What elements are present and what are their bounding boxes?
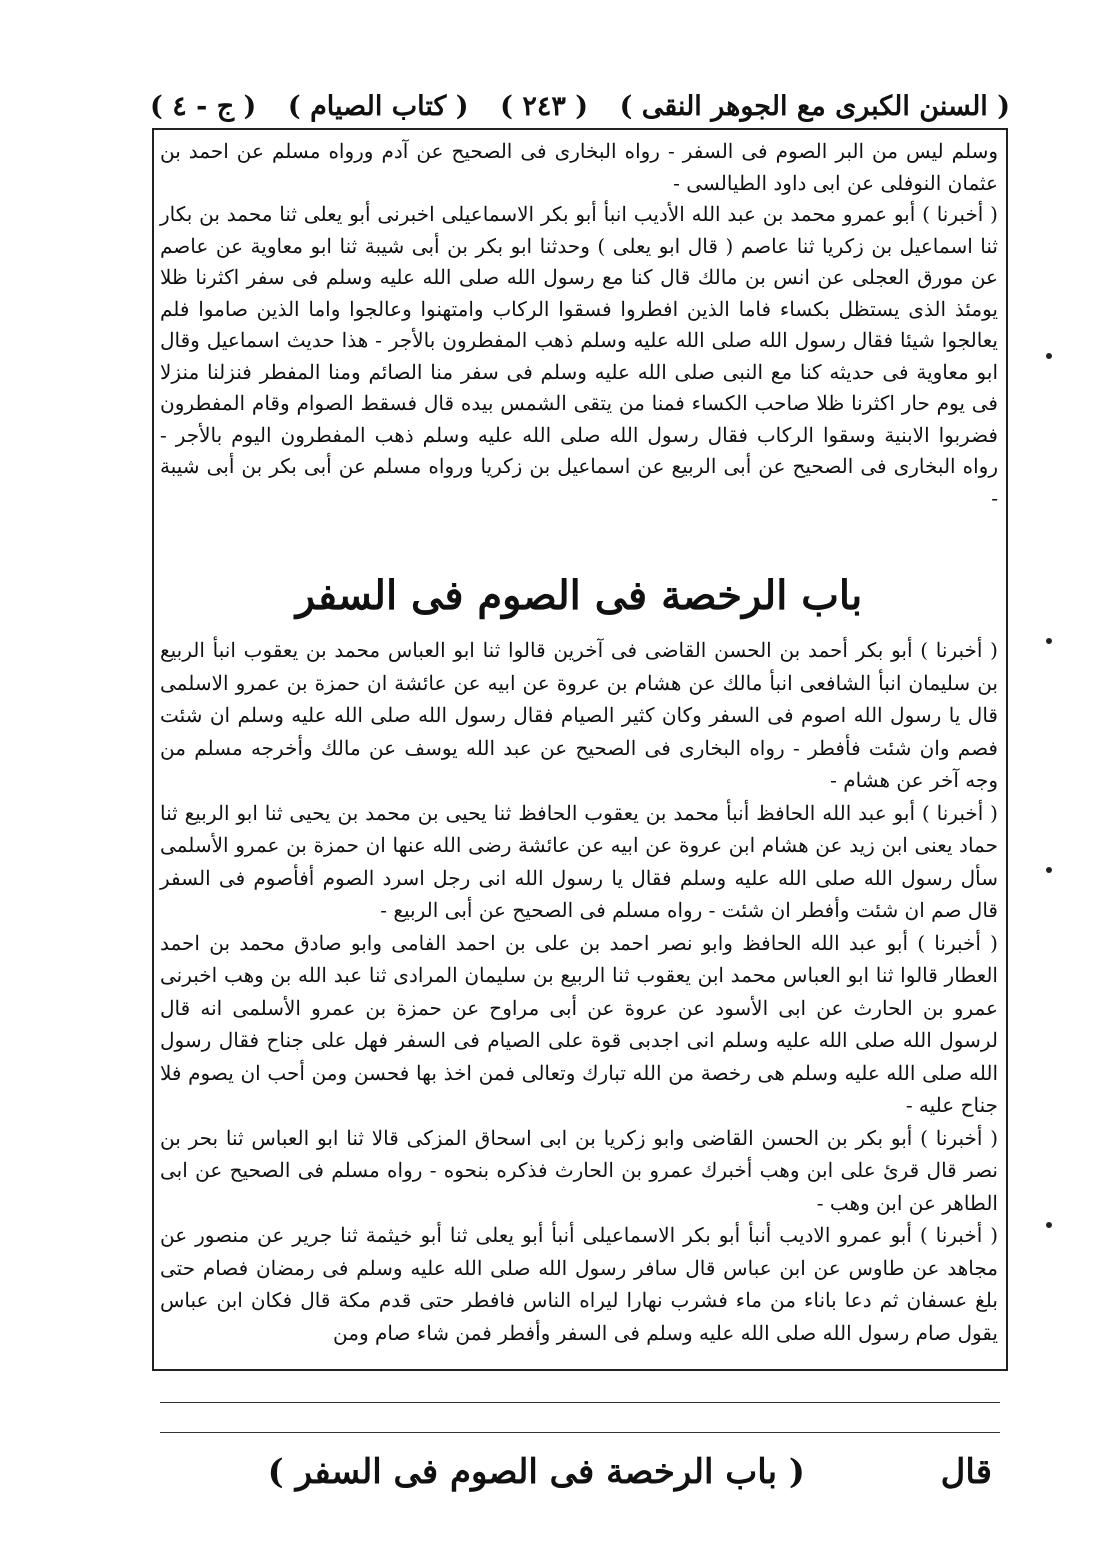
- footer-qal: قال: [940, 1452, 992, 1492]
- book-title: ( السنن الكبرى مع الجوهر النقى ): [619, 90, 1010, 122]
- paragraph: ( أخبرنا ) أبو عبد الله الحافظ وابو نصر احمد بن على بن احمد الفامى وابو صادق محمد بن احمد العطار قالوا ثنا ابو العباس محمد ابن يعقوب ثنا الربيع بن سليمان المرادى ثنا عبد الله بن وهب اخبرنى عمرو بن الحارث عن ابى الأسود عن عروة عن أبى مراوح عن حمزة بن عمرو الأسلمى انه قال لرسول الله صلى الله عليه وسلم انى اجدبى قوة على الصيام فى السفر فهل على جناح فقال رسول الله صلى الله عليه وسلم هى رخصة من الله تبارك وتعالى فمن اخذ بها فحسن ومن أحب ان يصوم فلا جناح عليه -: [160, 930, 998, 1117]
- page-number: ( ٢٤٣ ): [500, 90, 589, 122]
- margin-dot: [1046, 353, 1052, 359]
- separator-line: [160, 1432, 1000, 1433]
- margin-dot: [1046, 638, 1052, 644]
- footer-title: ( باب الرخصة فى الصوم فى السفر ): [267, 1452, 805, 1492]
- section-one: [160, 136, 998, 514]
- paragraph: ( أخبرنا ) أبو بكر بن الحسن القاضى وابو زكريا بن ابى اسحاق المزكى قالا ثنا ابو العباس ثنا بحر بن نصر قال قرئ على ابن وهب أخبرك عمرو بن الحارث فذكره بنحوه - رواه مسلم فى الصحيح عن ابى الطاهر عن ابن وهب -: [160, 1125, 998, 1215]
- chapter-name: ( كتاب الصيام ): [287, 90, 469, 122]
- paragraph: ( أخبرنا ) أبو بكر أحمد بن الحسن القاضى فى آخرين قالوا ثنا ابو العباس محمد بن يعقوب انبأ الربيع بن سليمان انبأ الشافعى انبأ مالك عن هشام بن عروة عن ابيه عن عائشة ان حمزة بن عمرو الاسلمى قال يا رسول الله اصوم فى السفر وكان كثير الصيام فقال رسول الله صلى الله عليه وسلم ان شئت فصم وان شئت فأفطر - رواه البخارى فى الصحيح عن عبد الله يوسف عن مالك وأخرجه مسلم من وجه آخر عن هشام -: [160, 638, 998, 792]
- paragraph: ( أخبرنا ) أبو عمرو الاديب أنبأ أبو بكر الاسماعيلى أنبأ أبو يعلى ثنا أبو خيثمة ثنا جرير عن منصور عن مجاهد عن طاوس عن ابن عباس قال سافر رسول الله صلى الله عليه وسلم فى رمضان فصام حتى بلغ عسفان ثم دعا باناء من ماء فشرب نهارا ليراه الناس فافطر حتى قدم مكة قال فكان ابن عباس يقول صام رسول الله صلى الله عليه وسلم فى السفر وأفطر فمن شاء صام ومن: [160, 1223, 998, 1345]
- volume-number: ( ج - ٤ ): [150, 90, 257, 122]
- chapter-heading: باب الرخصة فى الصوم فى السفر: [295, 572, 863, 619]
- paragraph: ( أخبرنا ) أبو عمرو محمد بن عبد الله الأديب انبأ أبو بكر الاسماعيلى اخبرنى أبو يعلى ثنا محمد بن بكار ثنا اسماعيل بن زكريا ثنا عاصم ( قال ابو يعلى ) وحدثنا ابو بكر بن أبى شيبة ثنا ابو معاوية عن عاصم عن مورق العجلى عن انس بن مالك قال كنا مع رسول الله صلى الله عليه وسلم فى سفر اكثرنا ظلا يومئذ الذى يستظل بكساء فاما الذين افطروا فسقوا الركاب وامتهنوا وعالجوا واما الذين صاموا فلم يعالجوا شيئا فقال رسول الله صلى الله عليه وسلم ذهب المفطرون بالأجر - هذا حديث اسماعيل وقال ابو معاوية فى حديثه كنا مع النبى صلى الله عليه وسلم فى سفر منا الصائم ومنا المفطر فنزلنا منزلا فى يوم حار اكثرنا ظلا صاحب الكساء فمنا من يتقى الشمس بيده قال فسقط الصوام وقام المفطرون فضربوا الابنية وسقوا الركاب فقال رسول الله صلى الله عليه وسلم ذهب المفطرون اليوم بالأجر - رواه البخارى فى الصحيح عن أبى الربيع عن اسماعيل بن زكريا ورواه مسلم عن أبى بكر بن أبى شيبة -: [160, 202, 998, 510]
- footer: [160, 1448, 1000, 1504]
- margin-dot: [1046, 867, 1052, 873]
- page-header: [150, 84, 1010, 128]
- margin-dot: [1046, 1222, 1052, 1228]
- separator-line: [160, 1402, 1000, 1403]
- paragraph: ( أخبرنا ) أبو عبد الله الحافظ أنبأ محمد بن يعقوب الحافظ ثنا يحيى بن محمد بن يحيى ثنا ابو الربيع ثنا حماد يعنى ابن زيد عن هشام ابن عروة عن ابيه عن عائشة رضى الله عنها ان حمزة بن عمرو الأسلمى سأل رسول الله صلى الله عليه وسلم فقال يا رسول الله انى رجل اسرد الصوم أفأصوم فى السفر قال صم ان شئت وأفطر ان شئت - رواه مسلم فى الصحيح عن أبى الربيع -: [160, 800, 998, 922]
- paragraph: وسلم ليس من البر الصوم فى السفر - رواه البخارى فى الصحيح عن آدم ورواه مسلم عن احمد بن عثمان النوفلى عن ابى داود الطيالسى -: [160, 139, 998, 195]
- section-two: [160, 634, 998, 1349]
